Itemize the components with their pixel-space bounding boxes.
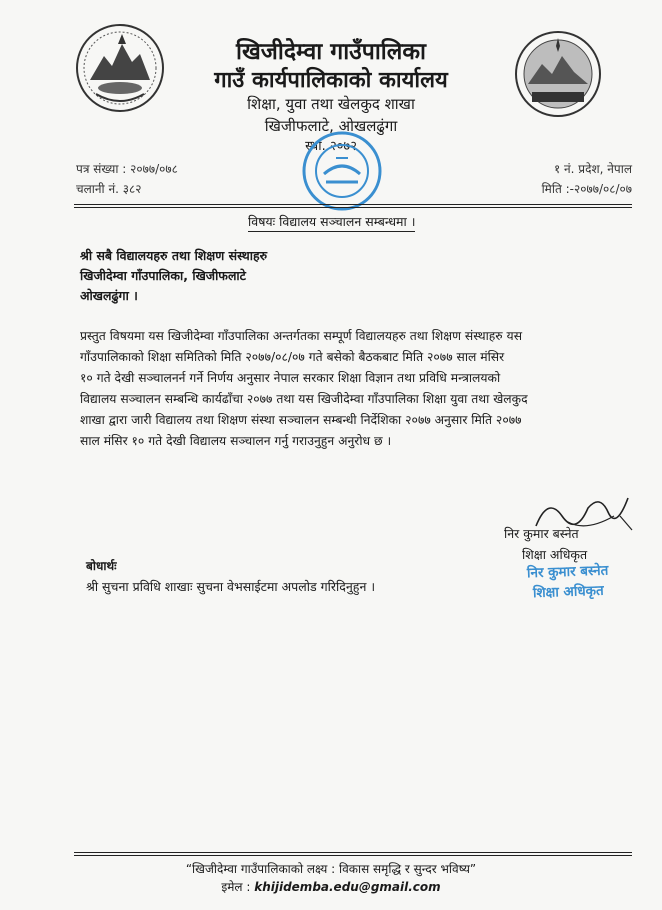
body-line: १० गते देखी सञ्चालनर्न गर्ने निर्णय अनुसार नेपाल सरकार शिक्षा विज्ञान तथा प्रविधि मन्त्रालयको: [80, 371, 501, 385]
cc-label: बोधार्थः: [86, 559, 117, 573]
letter-date: मिति :-२०७७/०८/०७: [541, 182, 632, 196]
signatory-stamp-name: निर कुमार बस्नेत: [526, 562, 609, 582]
municipality-name: खिजीदेम्वा गाउँपालिका: [236, 39, 426, 65]
body-line: गाँउपालिकाको शिक्षा समितिको मिति २०७७/०८/०७ गते बसेको बैठकबाट मिति २०७७ साल मंसिर: [80, 350, 505, 364]
email-label: इमेल :: [221, 880, 251, 894]
reference-number: पत्र संख्या : २०७७/०७८: [76, 162, 178, 176]
established-year: स्था. २०७२: [305, 139, 357, 154]
footer-contact: [0, 878, 662, 895]
office-round-stamp-icon: [296, 128, 386, 214]
footer-divider: [74, 852, 632, 853]
signatory-stamp: [507, 560, 628, 604]
body-line: विद्यालय सञ्चालन सम्बन्धि कार्यढाँचा २०७७ तथा यस खिजीदेम्वा गाँउपालिका शिक्षा युवा तथा खेलकुद: [80, 392, 528, 406]
office-name: गाउँ कार्यपालिकाको कार्यालय: [214, 68, 448, 93]
body-line: साल मंसिर १० गते देखी विद्यालय सञ्चालन गर्नु गराउनुहुन अनुरोध छ ।: [80, 434, 392, 448]
addressee-line-1: श्री सबै विद्यालयहरु तथा शिक्षण संस्थाहरु: [80, 248, 268, 263]
letter-subject: विषयः विद्यालय सञ्चालन सम्बन्धमा ।: [248, 213, 415, 232]
footer-motto: “खिजीदेम्वा गाउँपालिकाको लक्ष्य : विकास समृद्धि र सुन्दर भविष्य”: [185, 862, 477, 876]
branch-name: शिक्षा, युवा तथा खेलकुद शाखा: [247, 95, 415, 113]
office-address: खिजीफलाटे, ओखलढुंगा: [264, 117, 398, 135]
dispatch-number: चलानी नं. ३८२: [76, 182, 142, 196]
addressee-line-3: ओखलढुंगा ।: [80, 288, 138, 303]
footer-divider-second: [74, 855, 632, 856]
email-link[interactable]: khijidemba.edu@gmail.com: [254, 880, 441, 894]
addressee-line-2: खिजीदेम्वा गाँउपालिका, खिजीफलाटे: [80, 268, 246, 283]
province-label: १ नं. प्रदेश, नेपाल: [553, 162, 632, 176]
cc-text: श्री सुचना प्रविधि शाखाः सुचना वेभसाईटमा अपलोड गरिदिनुहुन ।: [86, 579, 376, 594]
municipality-seal-icon: [512, 28, 604, 120]
header-divider: [74, 204, 632, 205]
signatory-name: निर कुमार बस्नेत: [504, 526, 579, 541]
header-divider-second: [74, 207, 632, 208]
body-line: प्रस्तुत विषयमा यस खिजीदेम्वा गाँउपालिका अन्तर्गतका सम्पूर्ण विद्यालयहरु तथा शिक्षण संस्थाहरु यस: [80, 329, 523, 343]
body-line: शाखा द्वारा जारी विद्यालय तथा शिक्षण संस्था सञ्चालन सम्बन्धी निर्देशिका २०७७ अनुसार मिति २०७७: [80, 413, 522, 427]
signatory-title: शिक्षा अधिकृत: [522, 547, 588, 562]
signatory-stamp-title: शिक्षा अधिकृत: [532, 582, 604, 602]
